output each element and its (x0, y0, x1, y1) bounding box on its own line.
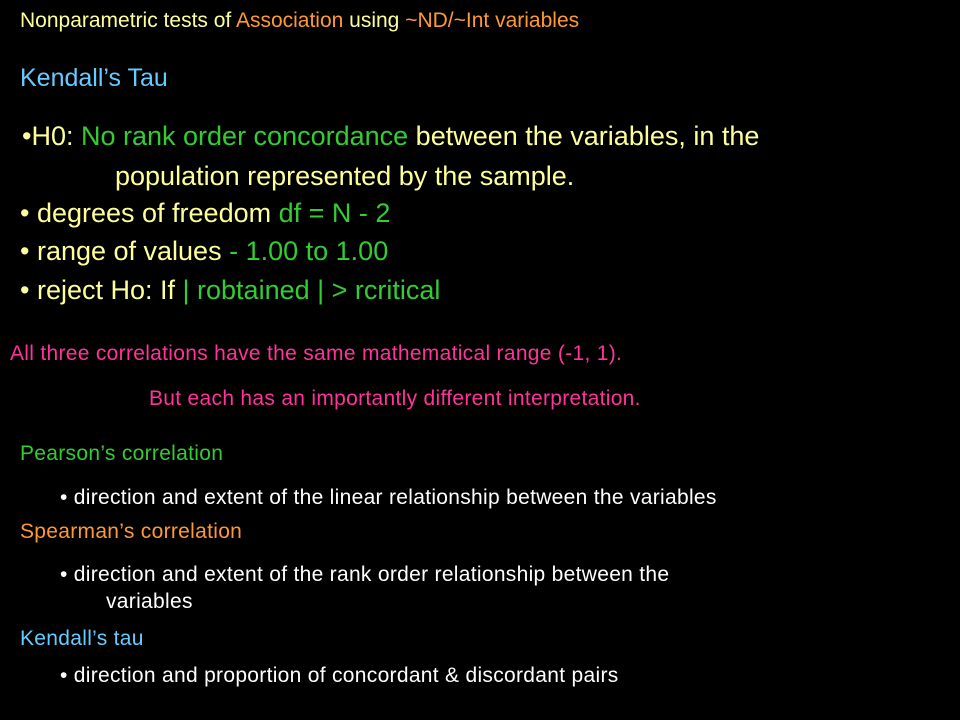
range-label: range of values (29, 236, 230, 266)
h0-label: H0: (31, 121, 81, 151)
h0-line-2: population represented by the sample. (115, 161, 575, 191)
df-line (20, 198, 390, 229)
title-part-3: using (343, 9, 406, 32)
reject-line (20, 275, 440, 306)
pearson-description: • direction and extent of the linear relationship between the variables (60, 486, 717, 509)
range-value: - 1.00 to 1.00 (229, 236, 389, 266)
note-same-range: All three correlations have the same mathematical range (-1, 1). (10, 342, 623, 365)
reject-robtained: | robtained | (182, 275, 325, 305)
kendall-description: • direction and proportion of concordant & discordant pairs (60, 664, 619, 687)
reject-bullet: • (20, 275, 30, 305)
h0-bullet: • (22, 121, 32, 151)
slide-title (20, 9, 579, 33)
title-variables: ~ND/~Int variables (405, 9, 580, 32)
note-different-interpretation: But each has an importantly different interpretation. (149, 387, 641, 410)
title-part-1: Nonparametric tests of (20, 9, 236, 32)
title-association: Association (235, 9, 344, 32)
spearman-description-line-1: • direction and extent of the rank order relationship between the (60, 563, 670, 586)
df-value: df = N - 2 (278, 198, 391, 228)
pearson-heading: Pearson’s correlation (20, 442, 224, 465)
kendall-heading: Kendall’s tau (20, 627, 144, 650)
h0-emphasis: No rank order concordance (80, 121, 409, 151)
range-bullet: • (20, 236, 30, 266)
range-line (20, 236, 388, 267)
df-bullet: • (20, 198, 30, 228)
kendall-tau-heading: Kendall’s Tau (20, 64, 168, 92)
reject-rcritical: rcritical (354, 275, 441, 305)
reject-operator: > (324, 275, 355, 305)
reject-label: reject Ho: If (29, 275, 183, 305)
spearman-heading: Spearman’s correlation (20, 520, 243, 543)
h0-line-1 (22, 121, 759, 152)
h0-rest: between the variables, in the (408, 121, 760, 151)
df-label: degrees of freedom (29, 198, 279, 228)
spearman-description-line-2: variables (106, 590, 193, 613)
